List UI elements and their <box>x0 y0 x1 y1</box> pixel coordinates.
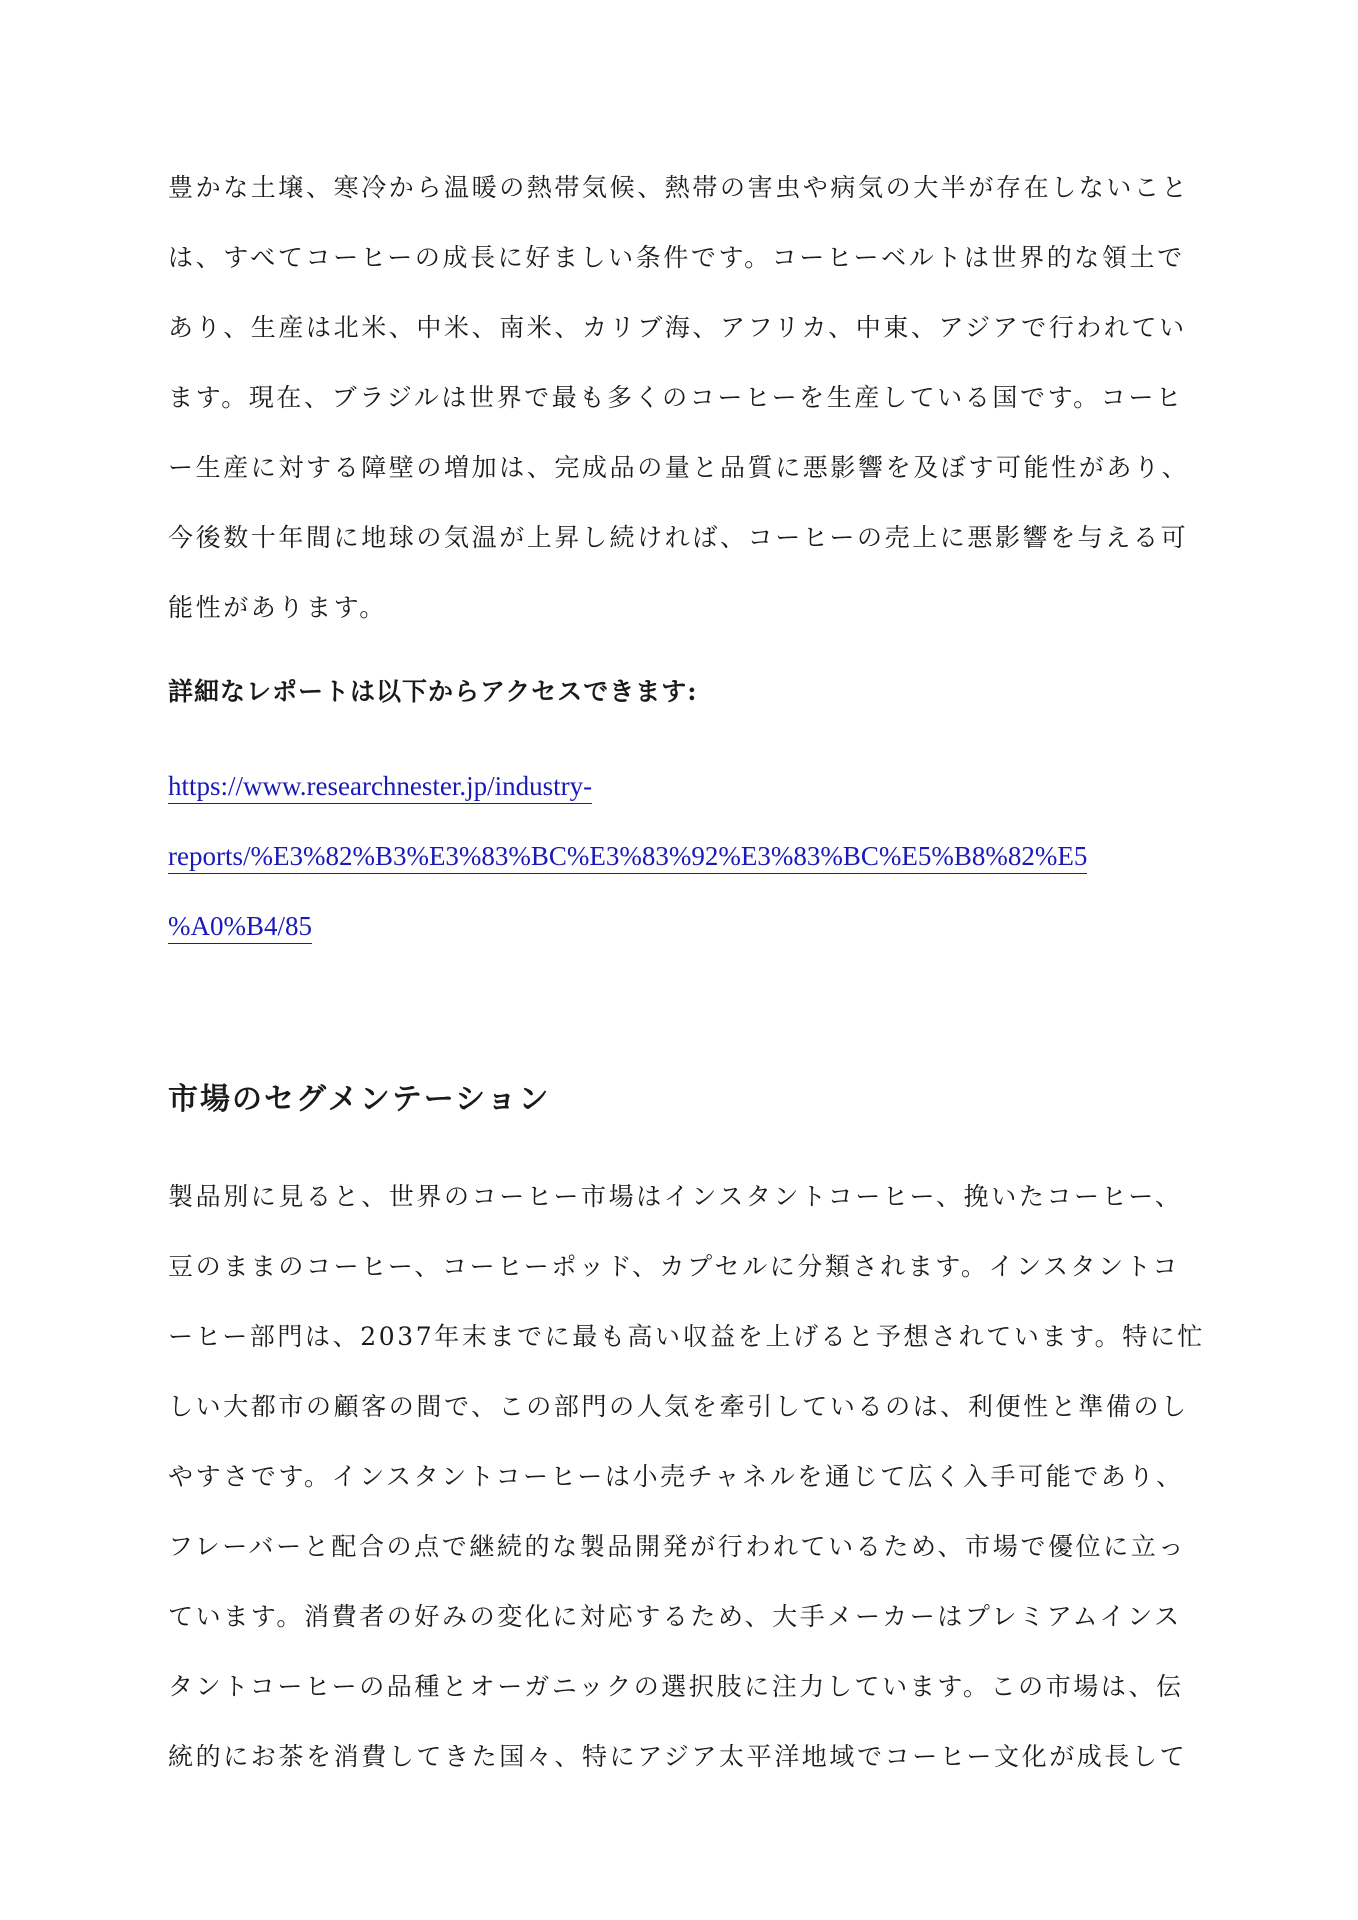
report-access-label: 詳細なレポートは以下からアクセスできます: <box>168 677 698 706</box>
link-line[interactable]: %A0%B4/85 <box>168 891 1087 961</box>
paragraph-line: ます。現在、ブラジルは世界で最も多くのコーヒーを生産している国です。コーヒ <box>168 383 1184 412</box>
paragraph-line: やすさです。インスタントコーヒーは小売チャネルを通じて広く入手可能であり、 <box>168 1462 1184 1491</box>
paragraph-line: 豊かな土壌、寒冷から温暖の熱帯気候、熱帯の害虫や病気の大半が存在しないこと <box>168 173 1190 202</box>
paragraph-line: しい大都市の顧客の間で、この部門の人気を牽引しているのは、利便性と準備のし <box>168 1392 1189 1421</box>
link-line[interactable]: https://www.researchnester.jp/industry- <box>168 751 1087 821</box>
report-link[interactable] <box>168 751 1087 961</box>
paragraph-line: ー生産に対する障壁の増加は、完成品の量と品質に悪影響を及ぼす可能性があり、 <box>168 453 1190 482</box>
paragraph-line: 豆のままのコーヒー、コーヒーポッド、カプセルに分類されます。インスタントコ <box>168 1252 1180 1281</box>
paragraph-line: 製品別に見ると、世界のコーヒー市場はインスタントコーヒー、挽いたコーヒー、 <box>168 1182 1183 1211</box>
paragraph-line: 能性があります。 <box>168 593 387 622</box>
segmentation-paragraph <box>168 1162 1205 1792</box>
paragraph-line: ーヒー部門は、2037年末までに最も高い収益を上げると予想されています。特に忙 <box>168 1322 1206 1351</box>
link-line[interactable]: reports/%E3%82%B3%E3%83%BC%E3%83%92%E3%83%BC%E5%B8%82%E5 <box>168 821 1087 891</box>
paragraph-line: 統的にお茶を消費してきた国々、特にアジア太平洋地域でコーヒー文化が成長して <box>168 1742 1188 1771</box>
paragraph-line: は、すべてコーヒーの成長に好ましい条件です。コーヒーベルトは世界的な領土で <box>168 243 1185 272</box>
paragraph-line: 今後数十年間に地球の気温が上昇し続ければ、コーヒーの売上に悪影響を与える可 <box>168 523 1189 552</box>
paragraph-line: フレーバーと配合の点で継続的な製品開発が行われているため、市場で優位に立っ <box>168 1532 1186 1561</box>
paragraph-line: タントコーヒーの品種とオーガニックの選択肢に注力しています。この市場は、伝 <box>168 1672 1184 1701</box>
section-heading: 市場のセグメンテーション <box>168 1082 551 1117</box>
paragraph-line: あり、生産は北米、中米、南米、カリブ海、アフリカ、中東、アジアで行われてい <box>168 313 1187 342</box>
intro-paragraph <box>168 153 1189 643</box>
paragraph-line: ています。消費者の好みの変化に対応するため、大手メーカーはプレミアムインス <box>168 1602 1182 1631</box>
